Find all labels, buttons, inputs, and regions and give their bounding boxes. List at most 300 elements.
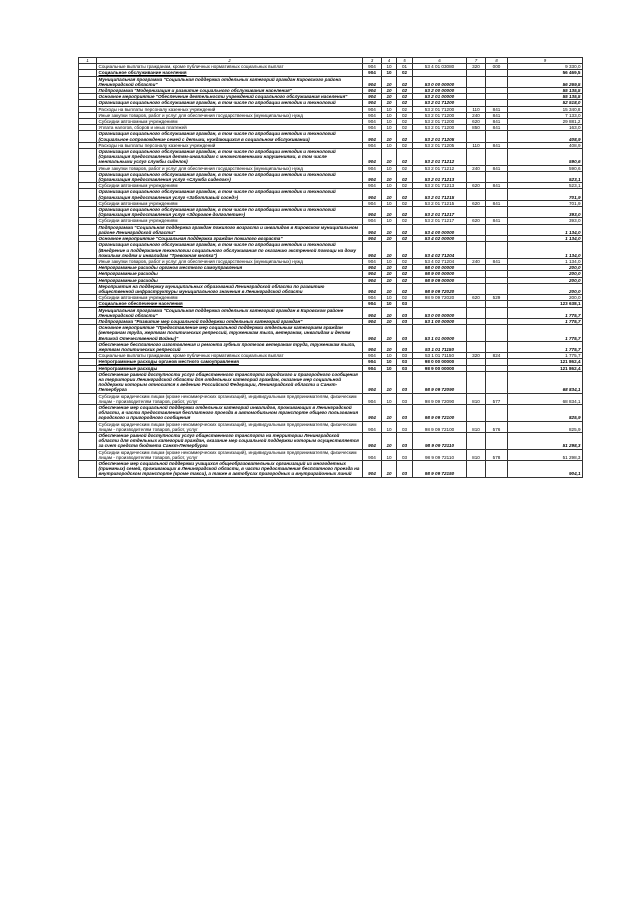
description-cell: Социальные выплаты гражданам, кроме публичных нормативных социальных выплат <box>97 353 363 359</box>
amount-cell: 701,9 <box>508 200 583 206</box>
expense-type-code-cell: 850 <box>467 125 486 131</box>
amount-cell: 1 134,0 <box>508 242 583 259</box>
description-cell: Обеспечение равной доступности услуг общественного транспорта городского и пригородного сообщения на территории Ленинградской области для отдельных категорий граждан, оказание мер социальной поддержки которым относится к ведению Российской Федерации, Ленинградской области и Санкт-Петербурга <box>97 371 363 393</box>
row-number-cell <box>79 242 97 259</box>
subsection-code-cell: 03 <box>397 365 413 371</box>
amount-cell: 163,0 <box>508 125 583 131</box>
target-article-code-cell: 53 2 01 71215 <box>413 189 467 200</box>
amount-cell: 7 133,0 <box>508 112 583 118</box>
section-code-cell: 10 <box>382 218 397 224</box>
section-code-cell: 10 <box>382 189 397 200</box>
description-cell: Субсидии автономным учреждениям <box>97 183 363 189</box>
amount-cell: 200,0 <box>508 283 583 294</box>
subsection-code-cell: 02 <box>397 271 413 277</box>
kosgu-code-cell: 576 <box>486 421 508 432</box>
amount-cell: 51 298,3 <box>508 433 583 450</box>
kosgu-code-cell <box>486 207 508 218</box>
expense-type-code-cell: 110 <box>467 142 486 148</box>
subsection-code-cell: 03 <box>397 393 413 404</box>
department-code-cell: 904 <box>363 165 382 171</box>
amount-cell: 1 134,0 <box>508 236 583 242</box>
department-code-cell: 904 <box>363 318 382 324</box>
section-code-cell: 10 <box>382 106 397 112</box>
amount-cell: 200,0 <box>508 277 583 283</box>
subsection-code-cell: 03 <box>397 353 413 359</box>
target-article-code-cell: 98 9 09 72150 <box>413 461 467 478</box>
amount-cell: 121 862,4 <box>508 359 583 365</box>
budget-table <box>78 57 583 478</box>
subsection-code-cell: 02 <box>397 88 413 94</box>
section-code-cell: 10 <box>382 433 397 450</box>
department-code-cell: 904 <box>363 224 382 235</box>
target-article-code-cell: 53 2 01 71205 <box>413 142 467 148</box>
amount-cell: 1 775,7 <box>508 307 583 318</box>
kosgu-code-cell <box>486 171 508 182</box>
department-code-cell: 904 <box>363 258 382 264</box>
amount-cell: 1 775,7 <box>508 341 583 352</box>
table-row <box>79 171 583 182</box>
table-row <box>79 76 583 87</box>
department-code-cell: 904 <box>363 371 382 393</box>
department-code-cell: 904 <box>363 207 382 218</box>
expense-type-code-cell <box>467 433 486 450</box>
subsection-code-cell: 02 <box>397 200 413 206</box>
section-code-cell: 10 <box>382 318 397 324</box>
target-article-code-cell: 53 2 01 71213 <box>413 171 467 182</box>
target-article-code-cell: 98 9 00 00000 <box>413 271 467 277</box>
target-article-code-cell: 98 9 09 72100 <box>413 421 467 432</box>
kosgu-code-cell <box>486 461 508 478</box>
description-cell: Субсидии автономным учреждениям <box>97 295 363 301</box>
expense-type-code-cell: 620 <box>467 295 486 301</box>
section-code-cell: 10 <box>382 76 397 87</box>
section-code-cell: 10 <box>382 393 397 404</box>
section-code-cell: 10 <box>382 236 397 242</box>
amount-cell: 904,1 <box>508 461 583 478</box>
amount-cell: 29 881,2 <box>508 119 583 125</box>
description-cell: Субсидии автономным учреждениям <box>97 218 363 224</box>
expense-type-code-cell <box>467 461 486 478</box>
target-article-code-cell: 53 2 01 71200 <box>413 112 467 118</box>
expense-type-code-cell <box>467 242 486 259</box>
subsection-code-cell: 02 <box>397 183 413 189</box>
section-code-cell: 10 <box>382 404 397 421</box>
expense-type-code-cell <box>467 341 486 352</box>
target-article-code-cell: 53 0 00 00000 <box>413 307 467 318</box>
section-code-cell: 10 <box>382 224 397 235</box>
row-number-cell <box>79 341 97 352</box>
department-code-cell: 904 <box>363 301 382 307</box>
description-cell: Субсидии юридическим лицам (кроме некоммерческих организаций), индивидуальным предпринимателям, физическим лицам - производителям товаров, работ, услуг <box>97 449 363 460</box>
subsection-code-cell: 02 <box>397 236 413 242</box>
expense-type-code-cell: 620 <box>467 200 486 206</box>
subsection-code-cell: 02 <box>397 189 413 200</box>
amount-cell: 1 775,7 <box>508 318 583 324</box>
amount-cell: 200,0 <box>508 265 583 271</box>
description-cell: Непрограммные расходы <box>97 365 363 371</box>
description-cell: Подпрограмма "Модернизация и развитие социального обслуживания населения" <box>97 88 363 94</box>
amount-cell: 55 135,5 <box>508 88 583 94</box>
kosgu-code-cell: 841 <box>486 125 508 131</box>
row-number-cell <box>79 325 97 342</box>
row-number-cell <box>79 224 97 235</box>
amount-cell: 200,0 <box>508 271 583 277</box>
target-article-code-cell: 53 4 02 71204 <box>413 258 467 264</box>
kosgu-code-cell: 841 <box>486 142 508 148</box>
description-cell: Социальное обслуживание населения <box>97 70 363 76</box>
target-article-code-cell: 53 2 01 71213 <box>413 183 467 189</box>
table-row <box>79 224 583 235</box>
expense-type-code-cell: 620 <box>467 183 486 189</box>
kosgu-code-cell: 841 <box>486 106 508 112</box>
target-article-code-cell: 53 2 01 71212 <box>413 165 467 171</box>
department-code-cell: 904 <box>363 404 382 421</box>
description-cell: Мероприятия на поддержку муниципальных образований Ленинградской области по развитию общественной инфраструктуры муниципального значения в Ленинградской области <box>97 283 363 294</box>
description-cell: Субсидии автономным учреждениям <box>97 119 363 125</box>
department-code-cell: 904 <box>363 295 382 301</box>
expense-type-code-cell <box>467 207 486 218</box>
description-cell: Обеспечение мер социальной поддержки учащихся общеобразовательных организаций из многодетных (приемных) семей, проживающих в Ленинградской области, в части предоставления бесплатного проезда на внутригородском транспорте (кроме такси), а также в автобусах пригородных и внутрирайонных линий <box>97 461 363 478</box>
target-article-code-cell: 53 1 01 00000 <box>413 325 467 342</box>
row-number-cell <box>79 171 97 182</box>
department-code-cell: 904 <box>363 265 382 271</box>
table-row <box>79 433 583 450</box>
row-number-cell <box>79 307 97 318</box>
subsection-code-cell: 03 <box>397 421 413 432</box>
target-article-code-cell: 53 1 00 00000 <box>413 318 467 324</box>
amount-cell: 123 638,1 <box>508 301 583 307</box>
department-code-cell: 904 <box>363 88 382 94</box>
header-cell: 1 <box>79 58 97 64</box>
header-cell: 7 <box>467 58 486 64</box>
target-article-code-cell: 53 1 01 71150 <box>413 353 467 359</box>
kosgu-code-cell: 841 <box>486 200 508 206</box>
department-code-cell: 904 <box>363 353 382 359</box>
department-code-cell: 904 <box>363 242 382 259</box>
amount-cell: 68 834,1 <box>508 371 583 393</box>
description-cell: Основное мероприятие "Обеспечение деятельности учреждений социального обслуживания населения" <box>97 94 363 100</box>
subsection-code-cell: 02 <box>397 295 413 301</box>
department-code-cell: 904 <box>363 365 382 371</box>
section-code-cell: 10 <box>382 258 397 264</box>
subsection-code-cell: 02 <box>397 142 413 148</box>
subsection-code-cell: 02 <box>397 242 413 259</box>
amount-cell: 68 834,1 <box>508 393 583 404</box>
subsection-code-cell: 02 <box>397 119 413 125</box>
subsection-code-cell: 02 <box>397 125 413 131</box>
kosgu-code-cell <box>486 433 508 450</box>
section-code-cell: 10 <box>382 301 397 307</box>
section-code-cell: 10 <box>382 100 397 106</box>
section-code-cell: 10 <box>382 461 397 478</box>
description-cell: Иные закупки товаров, работ и услуг для обеспечения государственных (муниципальных) нужд <box>97 258 363 264</box>
expense-type-code-cell: 620 <box>467 218 486 224</box>
kosgu-code-cell <box>486 325 508 342</box>
subsection-code-cell: 02 <box>397 277 413 283</box>
section-code-cell: 10 <box>382 171 397 182</box>
expense-type-code-cell: 320 <box>467 64 486 70</box>
section-code-cell: 10 <box>382 119 397 125</box>
department-code-cell: 904 <box>363 449 382 460</box>
target-article-code-cell: 98 9 09 00000 <box>413 277 467 283</box>
header-cell: 6 <box>413 58 467 64</box>
section-code-cell: 10 <box>382 359 397 365</box>
department-code-cell: 904 <box>363 64 382 70</box>
amount-cell: 523,1 <box>508 171 583 182</box>
target-article-code-cell: 53 0 00 00000 <box>413 76 467 87</box>
table-row <box>79 421 583 432</box>
amount-cell: 56 469,5 <box>508 70 583 76</box>
subsection-code-cell: 03 <box>397 371 413 393</box>
section-code-cell: 10 <box>382 295 397 301</box>
subsection-code-cell: 01 <box>397 64 413 70</box>
kosgu-code-cell <box>486 242 508 259</box>
section-code-cell: 10 <box>382 183 397 189</box>
description-cell: Основное мероприятие "Предоставление мер социальной поддержки отдельным категориям граждан (ветеранам труда, жертвам политических репрессий, труженикам тыла, ветеранам, инвалидам и детям Великой Отечественной Войны)" <box>97 325 363 342</box>
description-cell: Муниципальная программа "Социальная поддержка отдельных категорий граждан в Кировском районе Ленинградской области" <box>97 307 363 318</box>
subsection-code-cell: 03 <box>397 325 413 342</box>
department-code-cell: 904 <box>363 70 382 76</box>
subsection-code-cell: 02 <box>397 165 413 171</box>
section-code-cell: 10 <box>382 265 397 271</box>
kosgu-code-cell <box>486 76 508 87</box>
amount-cell: 121 862,4 <box>508 365 583 371</box>
description-cell: Обеспечение бесплатного изготовления и ремонта зубных протезов ветеранам труда, труженикам тыла, жертвам политических репрессий <box>97 341 363 352</box>
amount-cell: 825,9 <box>508 404 583 421</box>
kosgu-code-cell: 841 <box>486 183 508 189</box>
kosgu-code-cell <box>486 341 508 352</box>
kosgu-code-cell <box>486 307 508 318</box>
target-article-code-cell: 98 9 09 72110 <box>413 449 467 460</box>
subsection-code-cell: 03 <box>397 301 413 307</box>
kosgu-code-cell <box>486 404 508 421</box>
department-code-cell: 904 <box>363 149 382 166</box>
department-code-cell: 904 <box>363 142 382 148</box>
expense-type-code-cell: 320 <box>467 353 486 359</box>
description-cell: Организация социального обслуживания граждан, в том числе по апробации методик и технологий (Организация предоставления услуг «Служба сиделок») <box>97 171 363 182</box>
section-code-cell: 10 <box>382 371 397 393</box>
row-number-cell <box>79 76 97 87</box>
table-row <box>79 207 583 218</box>
table-row <box>79 307 583 318</box>
target-article-code-cell: 53 2 00 00000 <box>413 88 467 94</box>
department-code-cell: 904 <box>363 359 382 365</box>
description-cell: Организация социального обслуживания граждан, в том числе по апробации методик и технологий (Внедрение и поддержание технологии социального обслуживания по оказанию экстренной помощи на дому пожилым людям и инвалидам "Тревожная кнопка") <box>97 242 363 259</box>
amount-cell: 51 298,3 <box>508 449 583 460</box>
expense-type-code-cell: 620 <box>467 119 486 125</box>
description-cell: Непрограммные расходы органов местного самоуправления <box>97 265 363 271</box>
amount-cell: 9 330,0 <box>508 64 583 70</box>
expense-type-code-cell <box>467 131 486 142</box>
description-cell: Подпрограмма "Социальная поддержка граждан пожилого возраста и инвалидов в Кировском муниципальном районе Ленинградской области" <box>97 224 363 235</box>
expense-type-code-cell <box>467 189 486 200</box>
subsection-code-cell: 02 <box>397 258 413 264</box>
kosgu-code-cell: 824 <box>486 353 508 359</box>
expense-type-code-cell: 240 <box>467 258 486 264</box>
department-code-cell: 904 <box>363 421 382 432</box>
amount-cell: 701,9 <box>508 189 583 200</box>
department-code-cell: 904 <box>363 119 382 125</box>
row-number-cell <box>79 283 97 294</box>
department-code-cell: 904 <box>363 461 382 478</box>
header-cell: 4 <box>382 58 397 64</box>
subsection-code-cell: 03 <box>397 318 413 324</box>
section-code-cell: 10 <box>382 271 397 277</box>
amount-cell: 1 134,0 <box>508 224 583 235</box>
amount-cell: 393,0 <box>508 218 583 224</box>
department-code-cell: 904 <box>363 100 382 106</box>
target-article-code-cell: 53 2 01 71215 <box>413 200 467 206</box>
amount-cell: 15 340,8 <box>508 106 583 112</box>
kosgu-code-cell: 841 <box>486 258 508 264</box>
kosgu-code-cell: 841 <box>486 119 508 125</box>
table-row <box>79 149 583 166</box>
row-number-cell <box>79 433 97 450</box>
department-code-cell: 904 <box>363 125 382 131</box>
amount-cell: 590,6 <box>508 149 583 166</box>
target-article-code-cell: 98 9 09 72020 <box>413 295 467 301</box>
target-article-code-cell: 53 2 01 71200 <box>413 119 467 125</box>
subsection-code-cell: 02 <box>397 149 413 166</box>
target-article-code-cell: 53 1 01 71150 <box>413 341 467 352</box>
department-code-cell: 904 <box>363 341 382 352</box>
table-row <box>79 341 583 352</box>
kosgu-code-cell <box>486 131 508 142</box>
budget-table-sheet <box>78 57 582 478</box>
row-number-cell <box>79 393 97 404</box>
target-article-code-cell: 53 4 02 71204 <box>413 242 467 259</box>
expense-type-code-cell <box>467 149 486 166</box>
kosgu-code-cell: 841 <box>486 218 508 224</box>
kosgu-code-cell <box>486 224 508 235</box>
section-code-cell: 10 <box>382 64 397 70</box>
target-article-code-cell: 53 4 01 03080 <box>413 64 467 70</box>
department-code-cell: 904 <box>363 393 382 404</box>
expense-type-code-cell <box>467 224 486 235</box>
description-cell: Субсидии юридическим лицам (кроме некоммерческих организаций), индивидуальным предпринимателям, физическим лицам - производителям товаров, работ, услуг <box>97 393 363 404</box>
amount-cell: 523,1 <box>508 183 583 189</box>
kosgu-code-cell: 000 <box>486 64 508 70</box>
table-row <box>79 393 583 404</box>
target-article-code-cell: 98 9 09 72020 <box>413 283 467 294</box>
target-article-code-cell: 53 2 01 71212 <box>413 149 467 166</box>
amount-cell: 408,9 <box>508 131 583 142</box>
amount-cell: 56 269,5 <box>508 76 583 87</box>
department-code-cell: 904 <box>363 94 382 100</box>
target-article-code-cell: 53 2 01 71200 <box>413 100 467 106</box>
kosgu-code-cell: 841 <box>486 165 508 171</box>
department-code-cell: 904 <box>363 189 382 200</box>
section-code-cell: 10 <box>382 125 397 131</box>
subsection-code-cell: 02 <box>397 171 413 182</box>
subsection-code-cell: 03 <box>397 404 413 421</box>
amount-cell: 1 134,0 <box>508 258 583 264</box>
target-article-code-cell: 53 2 01 71200 <box>413 125 467 131</box>
amount-cell: 52 518,0 <box>508 100 583 106</box>
amount-cell: 55 135,5 <box>508 94 583 100</box>
section-code-cell: 10 <box>382 88 397 94</box>
row-number-cell <box>79 461 97 478</box>
department-code-cell: 904 <box>363 433 382 450</box>
budget-table-body <box>79 58 583 478</box>
expense-type-code-cell <box>467 307 486 318</box>
section-code-cell: 10 <box>382 449 397 460</box>
description-cell: Субсидии автономным учреждениям <box>97 200 363 206</box>
subsection-code-cell: 03 <box>397 461 413 478</box>
description-cell: Расходы на выплаты персоналу казенных учреждений <box>97 106 363 112</box>
department-code-cell: 904 <box>363 131 382 142</box>
target-article-code-cell: 98 9 09 72100 <box>413 404 467 421</box>
subsection-code-cell: 02 <box>397 218 413 224</box>
subsection-code-cell: 03 <box>397 307 413 318</box>
amount-cell: 1 775,7 <box>508 325 583 342</box>
row-number-cell <box>79 421 97 432</box>
department-code-cell: 904 <box>363 218 382 224</box>
description-cell: Субсидии юридическим лицам (кроме некоммерческих организаций), индивидуальным предпринимателям, физическим лицам - производителям товаров, работ, услуг <box>97 421 363 432</box>
table-row <box>79 404 583 421</box>
description-cell: Организация социального обслуживания граждан, в том числе по апробации методик и технологий <box>97 100 363 106</box>
expense-type-code-cell <box>467 371 486 393</box>
description-cell: Уплата налогов, сборов и иных платежей <box>97 125 363 131</box>
subsection-code-cell: 02 <box>397 224 413 235</box>
table-row <box>79 461 583 478</box>
section-code-cell: 10 <box>382 365 397 371</box>
row-number-cell <box>79 449 97 460</box>
subsection-code-cell: 02 <box>397 207 413 218</box>
department-code-cell: 904 <box>363 183 382 189</box>
subsection-code-cell: 02 <box>397 106 413 112</box>
description-cell: Непрограммные расходы органов местного самоуправления <box>97 359 363 365</box>
amount-cell: 200,0 <box>508 295 583 301</box>
target-article-code-cell: 98 0 00 00000 <box>413 265 467 271</box>
description-cell: Организация социального обслуживания граждан, в том числе по апробации методик и технологий (Организация предоставления услуг «Здоровое долголетие») <box>97 207 363 218</box>
header-cell: 9 <box>508 58 583 64</box>
department-code-cell: 904 <box>363 236 382 242</box>
description-cell: Социальные выплаты гражданам, кроме публичных нормативных социальных выплат <box>97 64 363 70</box>
header-cell: 5 <box>397 58 413 64</box>
section-code-cell: 10 <box>382 277 397 283</box>
table-row <box>79 449 583 460</box>
table-row <box>79 283 583 294</box>
expense-type-code-cell: 810 <box>467 449 486 460</box>
target-article-code-cell: 53 2 01 71205 <box>413 131 467 142</box>
kosgu-code-cell: 578 <box>486 449 508 460</box>
description-cell: Непрограммные расходы <box>97 271 363 277</box>
description-cell: Обеспечение мер социальной поддержки отдельных категорий инвалидов, проживающих в Ленинградской области, в части предоставления бесплатного проезда в автомобильном транспорте общего пользования городского и пригородного сообщения <box>97 404 363 421</box>
description-cell: Социальное обеспечение населения <box>97 301 363 307</box>
expense-type-code-cell: 240 <box>467 165 486 171</box>
header-cell: 3 <box>363 58 382 64</box>
target-article-code-cell: 53 4 00 00000 <box>413 224 467 235</box>
expense-type-code-cell: 810 <box>467 393 486 404</box>
section-code-cell: 10 <box>382 242 397 259</box>
department-code-cell: 904 <box>363 171 382 182</box>
target-article-code-cell: 98 0 00 00000 <box>413 359 467 365</box>
row-number-cell <box>79 149 97 166</box>
table-row <box>79 131 583 142</box>
section-code-cell: 10 <box>382 142 397 148</box>
description-cell: Обеспечение равной доступности услуг общественного транспорта на территории Ленинградской области для отдельных категорий граждан, оказание мер социальной поддержки которым осуществляется за счет средств бюджета Санкт-Петербурга <box>97 433 363 450</box>
amount-cell: 825,9 <box>508 421 583 432</box>
target-article-code-cell: 53 2 01 71200 <box>413 106 467 112</box>
section-code-cell: 10 <box>382 112 397 118</box>
description-cell: Иные закупки товаров, работ и услуг для обеспечения государственных (муниципальных) нужд <box>97 165 363 171</box>
row-number-cell <box>79 189 97 200</box>
department-code-cell: 904 <box>363 283 382 294</box>
subsection-code-cell: 02 <box>397 265 413 271</box>
section-code-cell: 10 <box>382 70 397 76</box>
section-code-cell: 10 <box>382 94 397 100</box>
